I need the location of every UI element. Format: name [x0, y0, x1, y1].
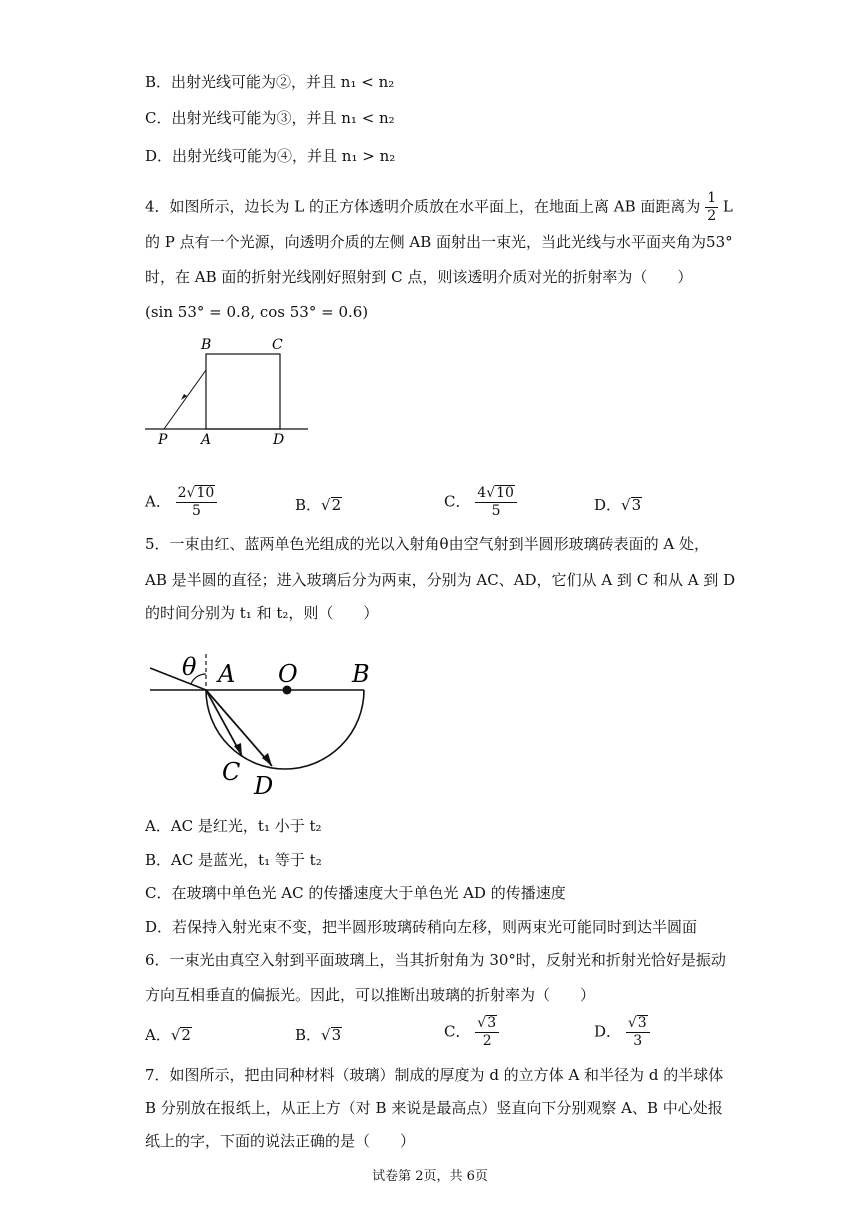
q5-semicircle-figure	[140, 640, 390, 805]
q4-stem-line3: 时，在 AB 面的折射光线刚好照射到 C 点，则该透明介质对光的折射率为（ ）	[145, 268, 693, 286]
q5-stem-line1: 5．一束由红、蓝两单色光组成的光以入射角θ由空气射到半圆形玻璃砖表面的 A 处，	[145, 535, 709, 553]
q4-label-b: B	[201, 337, 212, 353]
q4-label-p: P	[158, 432, 168, 448]
q4-stem-line2: 的 P 点有一个光源，向透明介质的左侧 AB 面射出一束光，当此光线与水平面夹角为53°	[145, 233, 733, 251]
q7-stem-line3: 纸上的字，下面的说法正确的是（ ）	[145, 1132, 416, 1150]
q4-cube-figure	[140, 330, 320, 450]
q5-label-c: C	[222, 758, 241, 786]
q7-stem-line2: B 分别放在报纸上，从正上方（对 B 来说是最高点）竖直向下分别观察 A、B 中心处报	[145, 1099, 723, 1117]
q4-label-d: D	[273, 432, 285, 448]
q4-half-fraction: $\frac{1}{2}$	[707, 190, 717, 224]
q5-option-d: D．若保持入射光束不变，把半圆形玻璃砖稍向左移，则两束光可能同时到达半圆面	[145, 918, 698, 936]
q5-label-d: D	[254, 772, 274, 800]
q6-option-c: C． $\frac{√3}{2}$	[444, 1015, 499, 1050]
q6-option-d: D． $\frac{√3}{3}$	[594, 1015, 650, 1050]
q5-label-o: O	[278, 660, 298, 688]
page-footer: 试卷第 2页，共 6页	[372, 1169, 488, 1184]
q3-option-d: D．出射光线可能为④，并且 n₁ > n₂	[145, 147, 396, 165]
q4-label-a: A	[201, 432, 212, 448]
q4-option-c: C． $\frac{4√10}{5}$	[444, 485, 517, 520]
q3-option-b: B．出射光线可能为②，并且 n₁ < n₂	[145, 73, 395, 91]
q5-label-theta: θ	[182, 653, 197, 681]
q6-option-a: A．√2	[145, 1026, 191, 1044]
q3-option-c: C．出射光线可能为③，并且 n₁ < n₂	[145, 109, 395, 127]
q6-stem-line1: 6．一束光由真空入射到平面玻璃上，当其折射角为 30°时，反射光和折射光恰好是振动	[145, 951, 726, 969]
q6-stem-line2: 方向互相垂直的偏振光。因此，可以推断出玻璃的折射率为（ ）	[145, 986, 596, 1004]
q5-stem-line3: 的时间分别为 t₁ 和 t₂，则（ ）	[145, 604, 379, 622]
q5-label-a: A	[218, 660, 236, 688]
q4-label-c: C	[272, 337, 283, 353]
q5-option-b: B．AC 是蓝光，t₁ 等于 t₂	[145, 851, 322, 869]
q4-option-d: D．√3	[594, 496, 642, 514]
q5-stem-line2: AB 是半圆的直径；进入玻璃后分为两束，分别为 AC、AD，它们从 A 到 C 和从 A 到 D	[145, 571, 736, 589]
q4-trig-values: (sin 53° = 0.8, cos 53° = 0.6)	[145, 303, 369, 321]
q5-option-a: A．AC 是红光，t₁ 小于 t₂	[145, 817, 322, 835]
q5-option-c: C．在玻璃中单色光 AC 的传播速度大于单色光 AD 的传播速度	[145, 884, 566, 902]
q4-option-a: A． $\frac{2√10}{5}$	[145, 485, 217, 520]
q4-option-b: B．√2	[295, 496, 342, 514]
q7-stem-line1: 7．如图所示，把由同种材料（玻璃）制成的厚度为 d 的立方体 A 和半径为 d 的半球体	[145, 1066, 724, 1084]
q6-option-b: B．√3	[295, 1026, 342, 1044]
q4-stem-line1: 4．如图所示，边长为 L 的正方体透明介质放在水平面上，在地面上离 AB 面距离为 $\frac{1}{2}$ L	[145, 190, 733, 224]
q5-label-b: B	[352, 660, 370, 688]
